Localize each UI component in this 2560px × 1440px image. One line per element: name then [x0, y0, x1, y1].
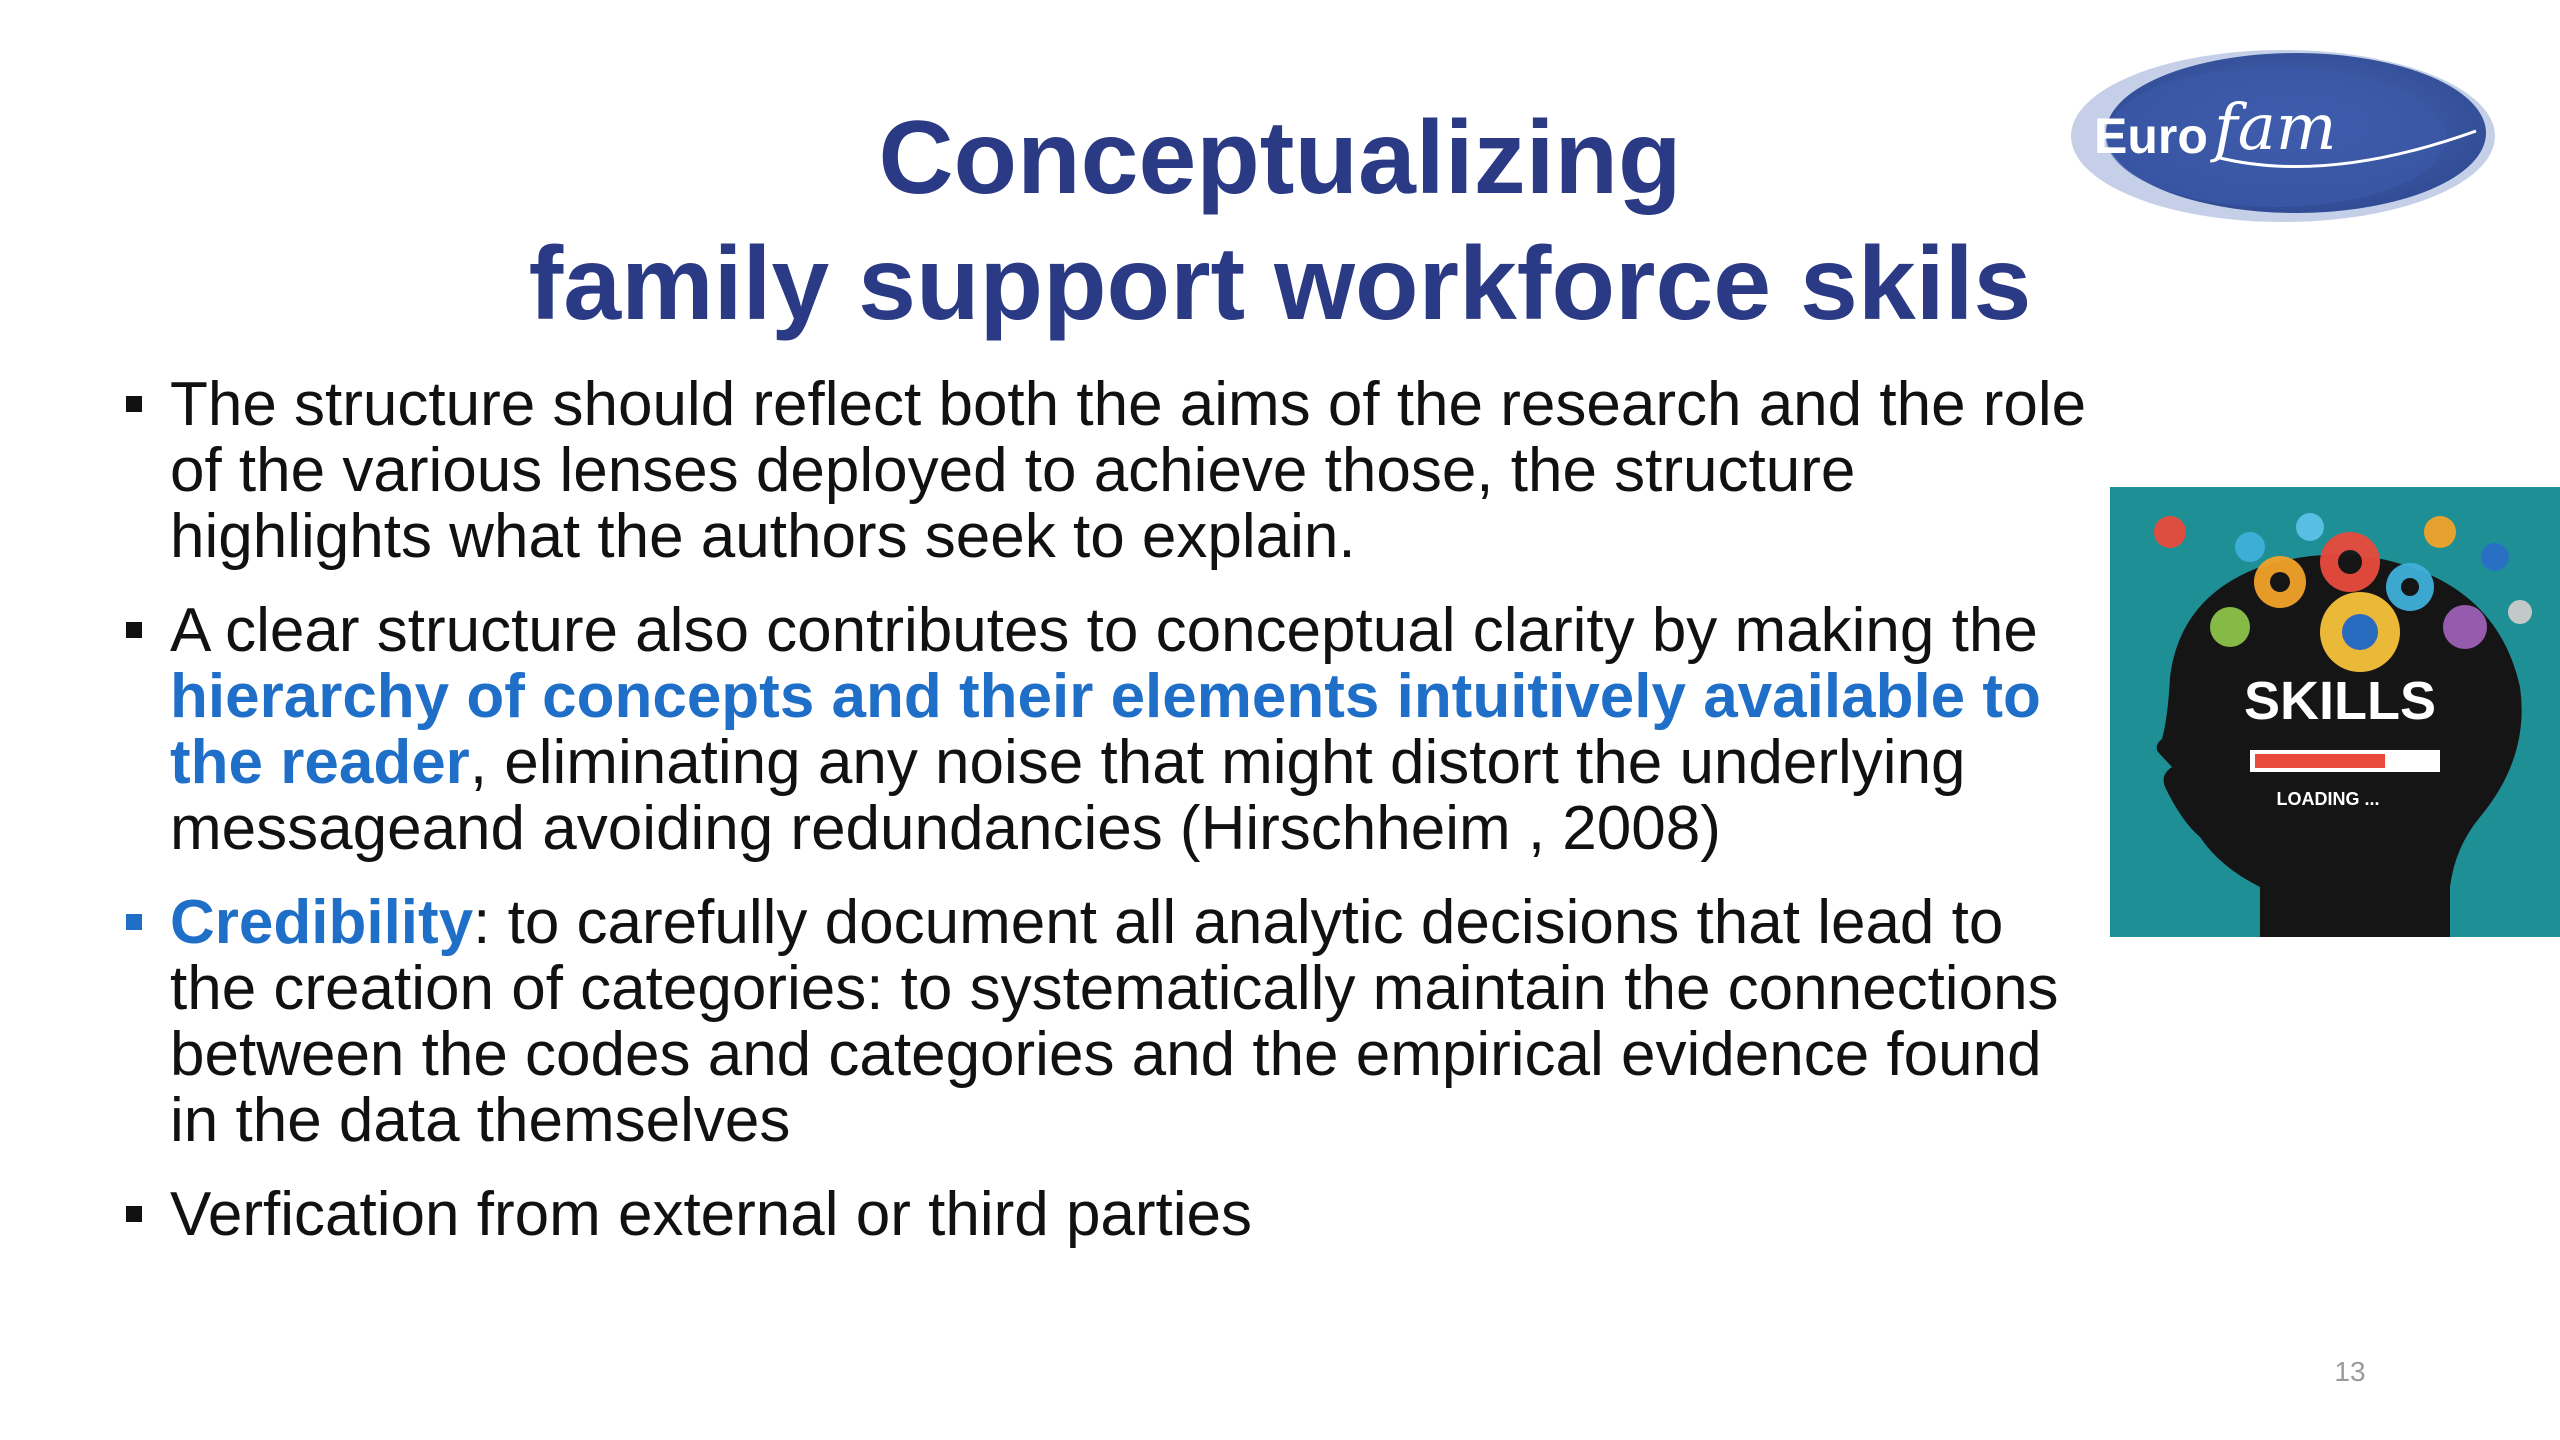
bullet-item-2: [120, 598, 2095, 862]
svg-text:Euro: Euro: [2094, 108, 2208, 164]
bullet-3-highlight: Credibility: [170, 888, 474, 957]
bullet-marker-icon: [126, 914, 142, 930]
bullet-3-text-after: : to carefully document all analytic decisions that lead to the creation of categories: to systematically maintain the connections between the codes and categories and the empirical evidence found in the data themselves: [170, 888, 2059, 1155]
bullet-marker-icon: [126, 396, 142, 412]
bullet-list: [120, 372, 2095, 1276]
bullet-2-text-after: , eliminating any noise that might distort the underlying messageand avoiding redundancies (Hirschheim , 2008): [170, 728, 1966, 863]
bullet-item-1: [120, 372, 2095, 570]
bullet-1-text: The structure should reflect both the aims of the research and the role of the various lenses deployed to achieve those, the structure highlights what the authors seek to explain.: [170, 370, 2087, 571]
title-line-1: Conceptualizing: [878, 100, 1682, 216]
page-number: 13: [2334, 1356, 2366, 1387]
eurofam-logo: [2066, 45, 2500, 227]
bullet-4-text: Verfication from external or third parties: [170, 1180, 1253, 1249]
bullet-2-highlight: hierarchy of concepts and their elements intuitively available to the reader: [170, 662, 2041, 797]
slide-title: [460, 95, 2100, 347]
skills-head-image: [2110, 487, 2560, 937]
bullet-item-3: [120, 890, 2095, 1154]
loading-label: LOADING ...: [2276, 789, 2380, 809]
svg-text:fam: fam: [2214, 91, 2337, 165]
skills-label: SKILLS: [2243, 671, 2437, 731]
bullet-item-4: [120, 1182, 2095, 1248]
loading-bar-fill: [2255, 754, 2385, 768]
bullet-marker-icon: [126, 1206, 142, 1222]
bullet-2-text-before: A clear structure also contributes to conceptual clarity by making the: [170, 596, 2038, 665]
title-line-2: family support workforce skils: [528, 226, 2032, 342]
bullet-marker-icon: [126, 622, 142, 638]
